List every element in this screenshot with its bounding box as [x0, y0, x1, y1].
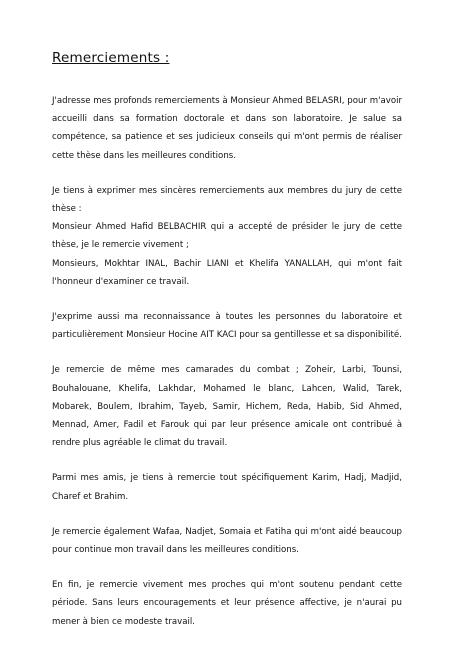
paragraph-director: J'adresse mes profonds remerciements à Monsieur Ahmed BELASRI, pour m'avoir accueilli dans sa formation doctorale et dans son laboratoire. Je salue sa compétence, sa patience et ses judicieux conseils qui m'ont permis de réaliser cette thèse dans les meilleures conditions. — [52, 96, 402, 161]
document-body — [52, 92, 402, 648]
paragraph-friends: Parmi mes amis, je tiens à remercie tout spécifiquement Karim, Hadj, Madjid, Charef et Brahim. — [52, 473, 402, 502]
paragraph-helpers: Je remercie également Wafaa, Nadjet, Somaia et Fatiha qui m'ont aidé beaucoup pour continue mon travail dans les meilleures conditions. — [52, 526, 402, 556]
paragraph-laboratory: J'exprime aussi ma reconnaissance à toutes les personnes du laboratoire et particulièrement Monsieur Hocine AIT KACI pour sa gentillesse et sa disponibilité. — [52, 312, 402, 341]
paragraph-jury-examiners: Monsieurs, Mokhtar INAL, Bachir LIANI et Khelifa YANALLAH, qui m'ont fait l'honneur d'examiner ce travail. — [52, 258, 402, 287]
paragraph-family: En fin, je remercie vivement mes proches qui m'ont soutenu pendant cette période. Sans leurs encouragements et leur présence affective, je n'aurai pu mener à bien ce modeste travail. — [52, 580, 402, 627]
paragraph-comrades: Je remercie de même mes camarades du combat ; Zoheir, Larbi, Tounsi, Bouhalouane, Khelifa, Lakhdar, Mohamed le blanc, Lahcen, Walid, Tarek, Mobarek, Boulem, Ibrahim, Tayeb, Samir, Hichem, Reda, Habib, Sid Ahmed, Mennad, Amer, Fadil et Farouk qui par leur présence amicale ont contribué à rendre plus agréable le climat du travail. — [52, 365, 402, 449]
page-title: Remerciements : — [52, 50, 170, 66]
paragraph-jury-intro: Je tiens à exprimer mes sincères remerciements aux membres du jury de cette thèse : — [52, 185, 402, 215]
paragraph-jury-president: Monsieur Ahmed Hafid BELBACHIR qui a accepté de présider le jury de cette thèse, je le remercie vivement ; — [52, 222, 402, 251]
